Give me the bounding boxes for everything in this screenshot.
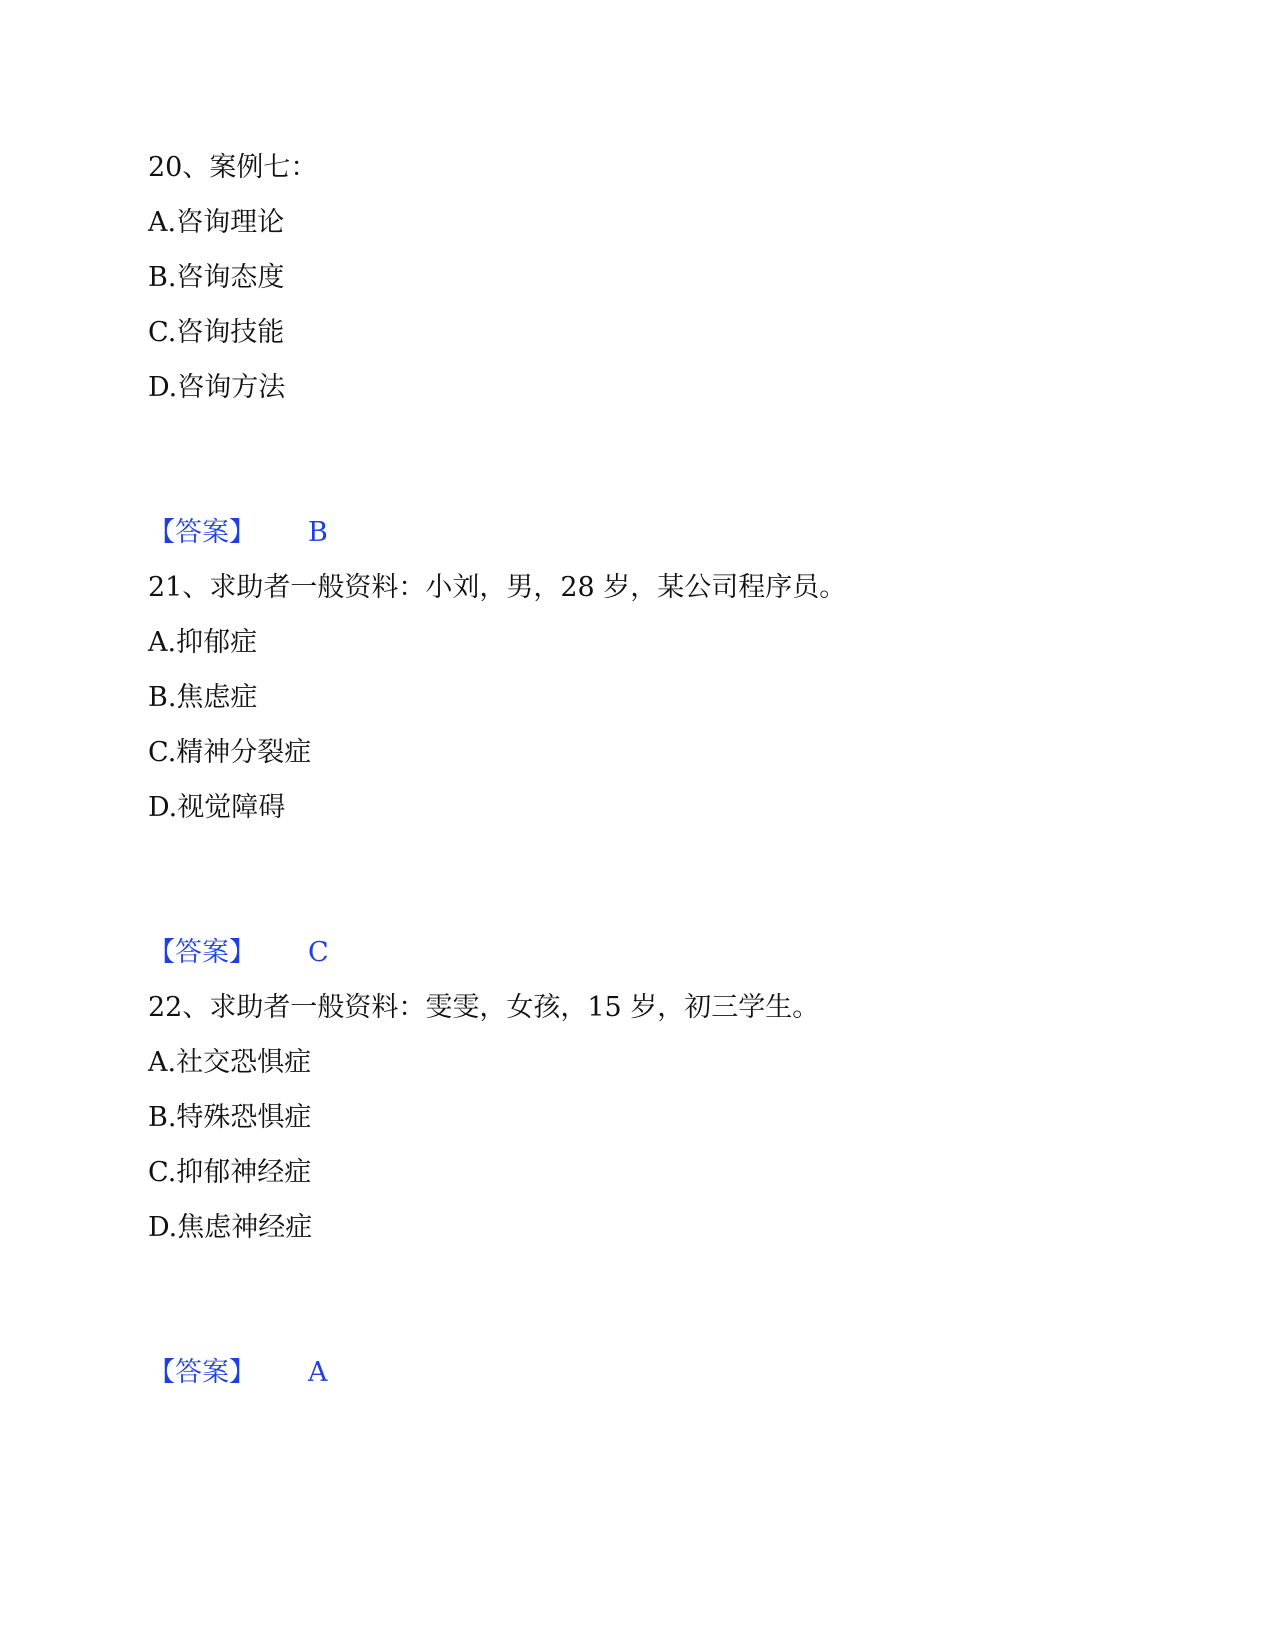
question-21-stem: 21、求助者一般资料：小刘，男，28 岁，某公司程序员。 <box>148 572 847 603</box>
answer-value: A <box>308 1357 328 1388</box>
question-21-option-b: B.焦虑症 <box>148 682 258 713</box>
question-20-answer <box>148 516 328 550</box>
question-20-option-a: A.咨询理论 <box>148 207 285 238</box>
question-20-option-d: D.咨询方法 <box>148 372 286 403</box>
question-22-answer <box>148 1356 328 1390</box>
question-22-option-c: C.抑郁神经症 <box>148 1157 312 1188</box>
answer-label: 【答案】 <box>148 937 256 968</box>
question-22-stem: 22、求助者一般资料：雯雯，女孩，15 岁，初三学生。 <box>148 992 820 1023</box>
question-20-option-c: C.咨询技能 <box>148 317 285 348</box>
answer-value: C <box>308 937 329 968</box>
question-20-option-b: B.咨询态度 <box>148 262 285 293</box>
question-22-option-b: B.特殊恐惧症 <box>148 1102 312 1133</box>
answer-value: B <box>308 517 328 548</box>
question-22-option-d: D.焦虑神经症 <box>148 1212 313 1243</box>
answer-label: 【答案】 <box>148 1357 256 1388</box>
answer-label: 【答案】 <box>148 517 256 548</box>
question-21-option-d: D.视觉障碍 <box>148 792 286 823</box>
question-22-option-a: A.社交恐惧症 <box>148 1047 312 1078</box>
question-21-answer <box>148 936 329 970</box>
question-21-option-c: C.精神分裂症 <box>148 737 312 768</box>
question-21-option-a: A.抑郁症 <box>148 627 258 658</box>
question-20-stem: 20、案例七： <box>148 152 318 183</box>
